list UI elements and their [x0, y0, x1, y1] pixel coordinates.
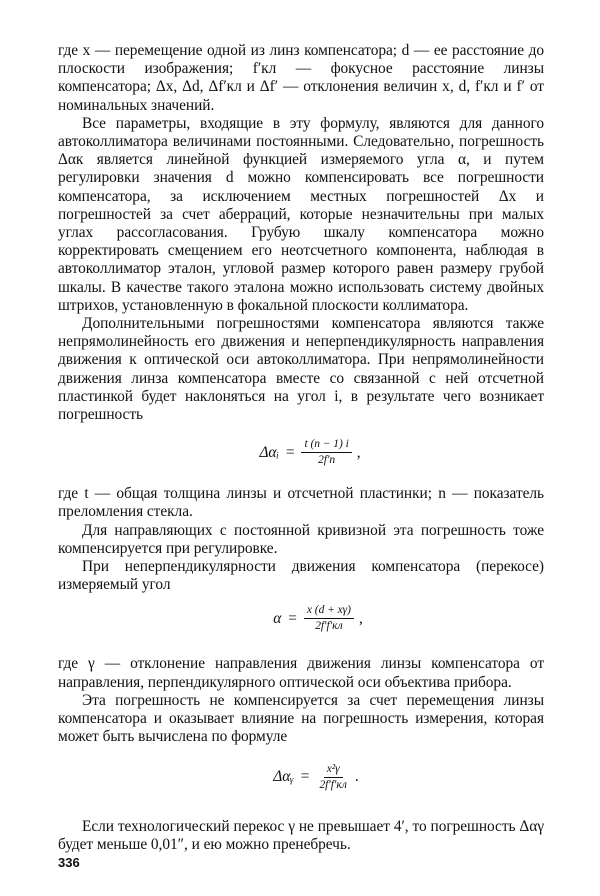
- paragraph-constant-curvature: Для направляющих с постоянной кривизной эта погрешность тоже компенсируется при регулировке.: [58, 521, 544, 557]
- paragraph-definitions: где x — перемещение одной из линз компенсатора; d — ее расстояние до плоскости изображения; f′кл — фокусное расстояние линзы компенсатора; Δx, Δd, Δf′кл и Δf′ — отклонения величин x, d, f′кл и f′ от номинальных значений.: [58, 42, 544, 114]
- formula-lhs: Δαᵧ: [273, 767, 294, 785]
- formula-numerator: t (n − 1) i: [301, 438, 351, 453]
- formula-punctuation: .: [354, 767, 359, 785]
- formula-equals: =: [288, 609, 297, 627]
- formula-measured-angle: [92, 604, 544, 633]
- formula-lhs: α: [273, 609, 282, 627]
- formula-equals: =: [300, 767, 310, 785]
- formula-numerator: x²γ: [324, 763, 343, 778]
- paragraph-parameters: Все параметры, входящие в эту формулу, являются для данного автоколлиматора величинами постоянными. Следовательно, погрешность Δαк является линейной функцией измеряемого угла α, и путем регулировки значения d можно компенсировать все погрешности компенсатора, за исключением местных погрешностей Δx и погрешностей за счет аберраций, которые незначительны при малых углах рассогласования. Грубую шкалу компенсатора можно корректировать смещением его неотсчетного компонента, наблюдая в автоколлиматор эталон, угловой размер которого равен размеру грубой шкалы. В качестве такого эталона можно использовать систему двойных штрихов, установленную в фокальной плоскости коллиматора.: [58, 114, 544, 314]
- paragraph-not-compensated: Эта погрешность не компенсируется за счет перемещения линзы компенсатора и оказывает влияние на погрешность измерения, которая может быть вычислена по формуле: [58, 691, 544, 746]
- paragraph-additional-errors: Дополнительными погрешностями компенсатора являются также непрямолинейность его движения и неперпендикулярность направления движения к оптической оси автоколлиматора. При непрямолинейности движения линза компенсатора вместе со связанной с ней отсчетной пластинкой будет наклоняться на угол i, в результате чего возникает погрешность: [58, 315, 544, 424]
- paragraph-conclusion: Если технологический перекос γ не превышает 4′, то погрешность Δαγ будет меньше 0,01″, и ею можно пренебречь.: [58, 817, 544, 853]
- formula-fraction: [304, 604, 354, 633]
- body-text: [58, 42, 544, 854]
- formula-equals: =: [285, 443, 295, 461]
- paragraph-thickness-definition: где t — общая толщина линзы и отсчетной пластинки; n — показатель преломления стекла.: [58, 485, 544, 521]
- formula-skew-error: [88, 763, 544, 792]
- formula-denominator: 2f′f′кл: [319, 778, 347, 791]
- formula-fraction: [316, 763, 349, 792]
- formula-numerator: x (d + xγ): [304, 604, 354, 619]
- formula-denominator: 2f′n: [318, 454, 336, 467]
- formula-fraction: [301, 438, 351, 467]
- page-number: 336: [58, 855, 80, 870]
- formula-lhs: Δαᵢ: [259, 443, 279, 461]
- formula-denominator: 2f′f′кл: [315, 620, 343, 633]
- formula-punctuation: ,: [356, 443, 361, 461]
- formula-punctuation: ,: [358, 609, 363, 627]
- formula-tilt-error: [76, 438, 544, 467]
- paragraph-skew: При неперпендикулярности движения компенсатора (перекосе) измеряемый угол: [58, 558, 544, 594]
- paragraph-gamma-definition: где γ — отклонение направления движения линзы компенсатора от направления, перпендикулярного оптической оси объектива прибора.: [58, 655, 544, 691]
